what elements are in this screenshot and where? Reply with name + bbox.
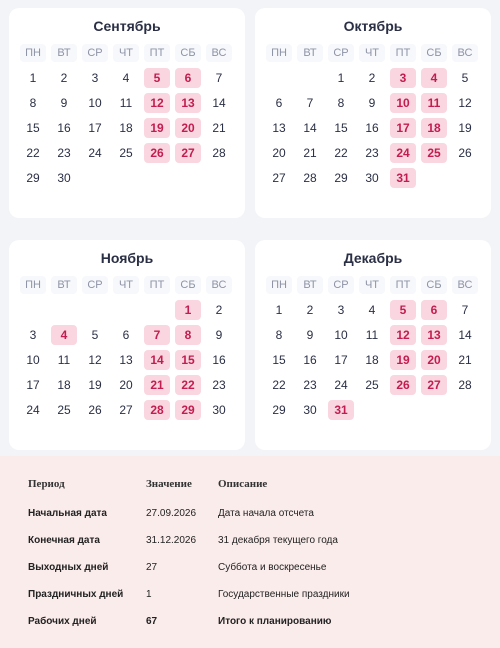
day-cell[interactable]: 30 [303,403,317,417]
summary-table [0,456,500,648]
weekday-label: ВС [452,44,478,62]
day-cell[interactable]: 21 [458,353,472,367]
day-cell[interactable]: 15 [26,121,40,135]
day-cell[interactable]: 10 [26,353,40,367]
day-cell[interactable]: 30 [212,403,226,417]
day-cell[interactable]: 14 [303,121,317,135]
row-value: 27 [146,562,158,573]
calendar-september [9,8,245,218]
day-cell-holiday[interactable]: 8 [175,325,201,345]
day-cell[interactable]: 24 [334,378,348,392]
row-period: Праздничных дней [28,589,124,600]
day-cell[interactable]: 28 [303,171,317,185]
weekday-label: СР [328,44,354,62]
day-cell-holiday[interactable]: 6 [175,68,201,88]
day-cell[interactable]: 16 [212,353,226,367]
calendar-december [255,240,491,450]
weekday-label: СР [328,276,354,294]
day-cell[interactable]: 12 [458,96,472,110]
day-cell[interactable]: 14 [212,96,226,110]
day-cell-holiday[interactable]: 26 [144,143,170,163]
weekday-label: СБ [175,276,201,294]
day-cell[interactable]: 6 [275,96,283,110]
weekday-label: ПТ [390,276,416,294]
day-cell[interactable]: 12 [88,353,102,367]
day-cell[interactable]: 22 [26,146,40,160]
day-cell[interactable]: 17 [88,121,102,135]
row-description: Итого к планированию [218,616,332,627]
day-cell-holiday[interactable]: 27 [175,143,201,163]
day-cell[interactable]: 10 [88,96,102,110]
day-cell[interactable]: 3 [337,303,345,317]
weekday-label: ВТ [51,44,77,62]
day-cell-holiday[interactable]: 29 [175,400,201,420]
weekday-label: ВТ [51,276,77,294]
day-cell[interactable]: 9 [306,328,314,342]
day-cell[interactable]: 16 [57,121,71,135]
day-cell-holiday[interactable]: 25 [421,143,447,163]
day-cell-holiday[interactable]: 3 [390,68,416,88]
day-cell[interactable]: 23 [365,146,379,160]
month-title: Сентябрь [93,18,161,34]
day-cell[interactable]: 24 [26,403,40,417]
day-cell[interactable]: 15 [272,353,286,367]
day-cell-holiday[interactable]: 4 [51,325,77,345]
day-cell[interactable]: 1 [275,303,283,317]
weekday-label: ВТ [297,44,323,62]
weekday-label: ЧТ [359,276,385,294]
row-description: Суббота и воскресенье [218,562,327,573]
day-cell-holiday[interactable]: 21 [144,375,170,395]
day-cell[interactable]: 24 [88,146,102,160]
day-cell[interactable]: 15 [334,121,348,135]
day-cell[interactable]: 22 [334,146,348,160]
day-cell[interactable]: 13 [272,121,286,135]
day-cell-holiday[interactable]: 31 [390,168,416,188]
day-cell-holiday[interactable]: 18 [421,118,447,138]
day-cell-holiday[interactable]: 17 [390,118,416,138]
day-cell[interactable]: 2 [215,303,223,317]
day-cell[interactable]: 8 [337,96,345,110]
day-cell[interactable]: 21 [212,121,226,135]
day-cell[interactable]: 17 [334,353,348,367]
day-cell[interactable]: 26 [458,146,472,160]
weekday-label: ПТ [144,276,170,294]
row-value: 67 [146,616,158,627]
day-cell[interactable]: 23 [212,378,226,392]
weekday-label: ЧТ [113,276,139,294]
day-cell-holiday[interactable]: 22 [175,375,201,395]
day-cell[interactable]: 7 [306,96,314,110]
weekday-label: СР [82,44,108,62]
row-description: 31 декабря текущего года [218,535,338,546]
day-cell-holiday[interactable]: 5 [390,300,416,320]
day-cell[interactable]: 11 [119,96,133,110]
calendar-october [255,8,491,218]
weekday-label: СБ [421,44,447,62]
day-cell[interactable]: 5 [91,328,99,342]
row-period: Рабочих дней [28,616,97,627]
day-cell-holiday[interactable]: 13 [175,93,201,113]
header-description: Описание [218,478,268,490]
day-cell-holiday[interactable]: 20 [421,350,447,370]
day-cell[interactable]: 11 [365,328,379,342]
row-value: 27.09.2026 [146,508,197,519]
day-cell-holiday[interactable]: 24 [390,143,416,163]
day-cell[interactable]: 13 [119,353,133,367]
day-cell[interactable]: 25 [365,378,379,392]
day-cell-holiday[interactable]: 19 [144,118,170,138]
day-cell-holiday[interactable]: 26 [390,375,416,395]
row-period: Начальная дата [28,508,107,519]
row-value: 1 [146,589,152,600]
day-cell[interactable]: 28 [212,146,226,160]
day-cell-holiday[interactable]: 12 [390,325,416,345]
day-cell[interactable]: 22 [272,378,286,392]
day-cell-holiday[interactable]: 11 [421,93,447,113]
day-cell[interactable]: 18 [57,378,71,392]
day-cell[interactable]: 16 [365,121,379,135]
day-cell[interactable]: 3 [91,71,99,85]
day-cell-holiday[interactable]: 27 [421,375,447,395]
day-cell[interactable]: 11 [57,353,71,367]
day-cell[interactable]: 9 [368,96,376,110]
day-cell[interactable]: 30 [57,171,71,185]
weekday-label: СР [82,276,108,294]
day-cell[interactable]: 25 [119,146,133,160]
day-cell-holiday[interactable]: 4 [421,68,447,88]
day-cell[interactable]: 8 [275,328,283,342]
day-cell-holiday[interactable]: 1 [175,300,201,320]
day-cell[interactable]: 16 [303,353,317,367]
day-cell[interactable]: 27 [119,403,133,417]
day-cell[interactable]: 7 [461,303,469,317]
weekday-label: ПН [20,44,46,62]
day-cell-holiday[interactable]: 10 [390,93,416,113]
day-cell[interactable]: 27 [272,171,286,185]
day-cell[interactable]: 10 [334,328,348,342]
day-cell[interactable]: 1 [337,71,345,85]
day-cell-holiday[interactable]: 31 [328,400,354,420]
row-description: Дата начала отсчета [218,508,314,519]
day-cell[interactable]: 18 [119,121,133,135]
day-cell[interactable]: 29 [26,171,40,185]
day-cell[interactable]: 4 [122,71,130,85]
day-cell[interactable]: 23 [303,378,317,392]
day-cell[interactable]: 18 [365,353,379,367]
day-cell-holiday[interactable]: 6 [421,300,447,320]
weekday-label: ВТ [297,276,323,294]
day-cell[interactable]: 3 [29,328,37,342]
day-cell[interactable]: 14 [458,328,472,342]
day-cell[interactable]: 7 [215,71,223,85]
month-title: Декабрь [343,250,403,266]
day-cell[interactable]: 21 [303,146,317,160]
weekday-label: СБ [421,276,447,294]
day-cell[interactable]: 2 [306,303,314,317]
weekday-label: СБ [175,44,201,62]
weekday-label: ПН [20,276,46,294]
row-period: Выходных дней [28,562,109,573]
day-cell-holiday[interactable]: 12 [144,93,170,113]
weekday-label: ПН [266,276,292,294]
day-cell[interactable]: 30 [365,171,379,185]
weekday-label: ВС [452,276,478,294]
day-cell[interactable]: 8 [29,96,37,110]
day-cell[interactable]: 28 [458,378,472,392]
weekday-label: ПТ [390,44,416,62]
day-cell[interactable]: 9 [60,96,68,110]
day-cell[interactable]: 19 [88,378,102,392]
day-cell[interactable]: 1 [29,71,37,85]
row-description: Государственные праздники [218,589,350,600]
weekday-label: ВС [206,44,232,62]
day-cell-holiday[interactable]: 19 [390,350,416,370]
row-value: 31.12.2026 [146,535,197,546]
weekday-label: ВС [206,276,232,294]
day-cell[interactable]: 19 [458,121,472,135]
day-cell[interactable]: 4 [368,303,376,317]
day-cell[interactable]: 23 [57,146,71,160]
day-cell[interactable]: 2 [60,71,68,85]
weekday-label: ПН [266,44,292,62]
day-cell[interactable]: 17 [26,378,40,392]
day-cell[interactable]: 9 [215,328,223,342]
day-cell-holiday[interactable]: 13 [421,325,447,345]
day-cell-holiday[interactable]: 15 [175,350,201,370]
day-cell[interactable]: 26 [88,403,102,417]
calendar-november [9,240,245,450]
day-cell-holiday[interactable]: 20 [175,118,201,138]
day-cell[interactable]: 6 [122,328,130,342]
day-cell-holiday[interactable]: 28 [144,400,170,420]
day-cell-holiday[interactable]: 14 [144,350,170,370]
month-title: Октябрь [343,18,403,34]
row-period: Конечная дата [28,535,100,546]
weekday-label: ПТ [144,44,170,62]
month-title: Ноябрь [100,250,154,266]
weekday-label: ЧТ [359,44,385,62]
day-cell-holiday[interactable]: 7 [144,325,170,345]
header-value: Значение [146,478,192,490]
weekday-label: ЧТ [113,44,139,62]
day-cell[interactable]: 2 [368,71,376,85]
day-cell[interactable]: 25 [57,403,71,417]
day-cell[interactable]: 20 [119,378,133,392]
day-cell[interactable]: 29 [272,403,286,417]
day-cell[interactable]: 20 [272,146,286,160]
day-cell[interactable]: 5 [461,71,469,85]
day-cell-holiday[interactable]: 5 [144,68,170,88]
day-cell[interactable]: 29 [334,171,348,185]
header-period: Период [28,478,65,490]
